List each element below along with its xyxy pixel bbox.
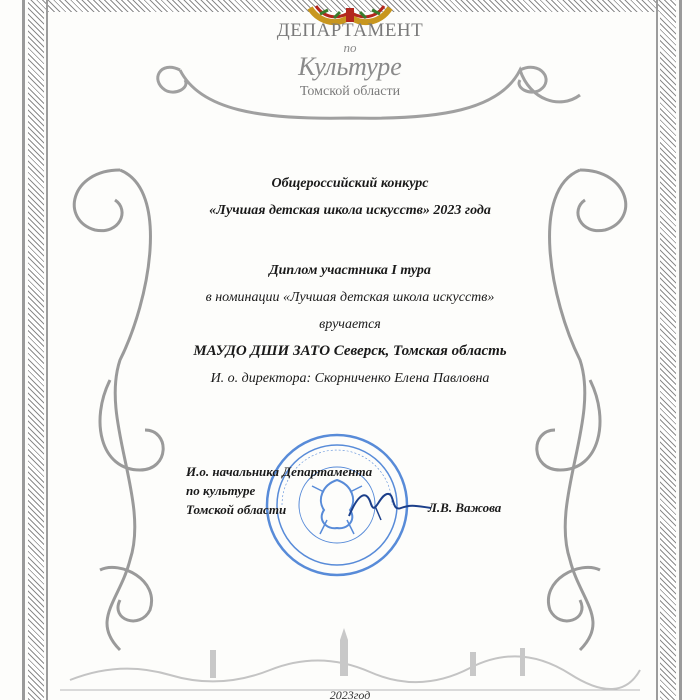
signatory-line2: по культуре	[186, 483, 256, 498]
contest-title: Общероссийский конкурс	[271, 176, 429, 191]
diploma-title: Диплом участника I тура	[269, 263, 431, 278]
recipient-name: МАУДО ДШИ ЗАТО Северск, Томская область	[193, 343, 507, 359]
director-name: И. о. директора: Скорниченко Елена Павловна	[210, 371, 490, 386]
signatory-line3: Томской области	[186, 502, 287, 517]
logo-department: ДЕПАРТАМЕНТ	[276, 20, 424, 41]
nomination-text: в номинации «Лучшая детская школа искусств»	[205, 290, 495, 305]
awarded-text: вручается	[319, 317, 381, 332]
logo-culture: Культуре	[298, 52, 402, 81]
contest-name: «Лучшая детская школа искусств» 2023 года	[209, 203, 491, 218]
handwritten-signature-icon	[345, 486, 435, 526]
signatory-name: Л.В. Важова	[428, 500, 502, 515]
signatory-line1: И.о. начальника Департамента	[186, 464, 373, 479]
department-logo	[250, 0, 450, 110]
logo-region: Томской области	[299, 84, 401, 99]
logo-po: по	[343, 40, 357, 55]
year-label: 2023год	[329, 688, 371, 700]
